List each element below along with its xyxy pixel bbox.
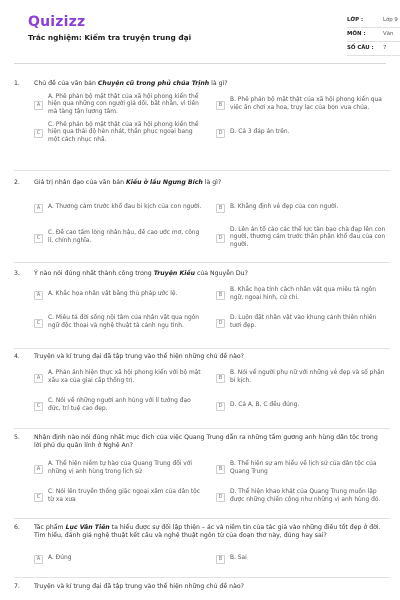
option-letter-box: C bbox=[34, 129, 43, 138]
question-divider bbox=[14, 518, 390, 519]
option-letter-box: D bbox=[216, 493, 225, 502]
option-b[interactable] bbox=[216, 548, 388, 570]
worksheet-header bbox=[14, 0, 398, 64]
question-text-suffix: của Nguyễn Du? bbox=[195, 270, 248, 277]
option-c[interactable] bbox=[34, 227, 202, 249]
question-number: 2. bbox=[14, 179, 20, 186]
meta-row-grade bbox=[347, 14, 400, 28]
option-text: D. Thể hiện khao khát của Quang Trung muốn lập được những chiến công như những vị anh hùng đó. bbox=[230, 489, 381, 503]
option-letter-box: B bbox=[216, 204, 225, 213]
option-letter-box: B bbox=[216, 465, 225, 474]
option-d[interactable] bbox=[216, 227, 388, 249]
option-letter-box: B bbox=[216, 291, 225, 300]
option-text: B. Khẳng định vẻ đẹp của con người. bbox=[230, 204, 339, 211]
option-text: A. Khắc họa nhân vật bằng thủ pháp ước lệ. bbox=[48, 291, 178, 298]
question-text-title: Kiều ở lầu Ngưng Bích bbox=[125, 179, 203, 186]
option-text: B. Thể hiện sự am hiểu về lịch sử của dân tộc của Quang Trung bbox=[230, 461, 377, 475]
meta-row-count bbox=[347, 42, 400, 56]
option-letter-box: A bbox=[34, 291, 43, 300]
question-text-title: Chuyện cũ trong phủ chúa Trịnh bbox=[97, 80, 210, 87]
option-letter-box: D bbox=[216, 402, 225, 411]
option-letter-box: B bbox=[216, 555, 225, 564]
option-b[interactable] bbox=[216, 284, 388, 306]
option-c[interactable] bbox=[34, 486, 202, 508]
option-text: A. Thương cảm trước khổ đau bi kịch của con người. bbox=[48, 204, 202, 211]
option-text: A. Phê phán bộ mặt thật của xã hội phong kiến thể hiện qua những con người giả dối, bất nhân, vì tiền mà tàng tận lương tâm. bbox=[48, 93, 199, 115]
option-c[interactable] bbox=[34, 312, 202, 334]
question-text-title: Truyện Kiều bbox=[153, 270, 195, 277]
option-b[interactable] bbox=[216, 94, 388, 116]
option-text: C. Nói về những người anh hùng với lí tưởng đạo đức, trí tuệ cao đẹp. bbox=[48, 398, 191, 412]
question-number: 1. bbox=[14, 80, 20, 87]
option-a[interactable] bbox=[34, 94, 202, 116]
option-text: A. Phản ánh hiện thực xã hội phong kiến với bộ mặt xấu xa của giai cấp thống trị. bbox=[48, 370, 201, 384]
option-b[interactable] bbox=[216, 197, 388, 219]
question-number: 3. bbox=[14, 270, 20, 277]
option-text: B. Phê phán bộ mặt thật của xã hội phong kiến qua việc ăn chơi xa hoa, trụy lạc của bọn vua chúa. bbox=[230, 97, 382, 111]
quizizz-logo: Quizizz bbox=[28, 14, 86, 30]
question-number: 4. bbox=[14, 353, 20, 360]
option-letter-box: C bbox=[34, 493, 43, 502]
option-text: D. Cả A, B, C đều đúng. bbox=[230, 402, 300, 409]
question-text-prefix: Chủ đề của văn bản bbox=[34, 80, 98, 87]
question-text-suffix: là gì? bbox=[209, 80, 228, 87]
option-d[interactable] bbox=[216, 486, 388, 508]
question-text bbox=[34, 270, 384, 278]
option-letter-box: A bbox=[34, 101, 43, 110]
question-text bbox=[34, 179, 384, 187]
question-text bbox=[34, 80, 384, 88]
option-letter-box: C bbox=[34, 234, 43, 243]
question-divider bbox=[14, 577, 390, 578]
option-letter-box: A bbox=[34, 465, 43, 474]
question-number: 5. bbox=[14, 434, 20, 441]
worksheet-meta bbox=[347, 14, 400, 56]
question-text: Nhận định nào nói đúng nhất mục đích của việc Quang Trung dẫn ra những tấm gương anh hùng dân tộc trong lời phủ dụ quân lính ở Nghệ An? bbox=[34, 434, 378, 450]
question-text-suffix: là gì? bbox=[202, 179, 222, 186]
question-number: 7. bbox=[14, 583, 20, 590]
meta-label: LỚP : bbox=[347, 16, 364, 23]
option-text: A. Đúng bbox=[48, 555, 72, 562]
option-text: D. Cả 3 đáp án trên. bbox=[230, 129, 290, 136]
option-text: C. Đề cao tấm lòng nhân hậu, đề cao ước mơ, công lí, chính nghĩa. bbox=[48, 230, 200, 244]
option-text: C. Phê phán bộ mặt thật của xã hội phong kiến thể hiện qua thái độ hèn nhát, thần phục ngoại bang một cách nhục nhã. bbox=[48, 121, 199, 143]
question-divider bbox=[14, 170, 390, 171]
question-text-suffix: ta hiểu được sự đối lập thiện – ác và niềm tin của tác giả vào những điều tốt đẹp ở đời. Tìm hiểu, đánh giá nghệ thuật kết cấu và nghệ thuật ngôn từ của đoạn thơ này, đúng hay sai? bbox=[34, 524, 381, 540]
option-text: B. Nói về người phụ nữ với những vẻ đẹp và số phận bi kịch. bbox=[230, 370, 385, 384]
option-text: D. Lên án tố cáo các thế lực tàn bạo chà đạp lên con người, thương cảm trước thân phận khổ đau của con người. bbox=[230, 226, 386, 248]
option-d[interactable] bbox=[216, 122, 388, 144]
option-text: A. Thể hiện niềm tự hào của Quang Trung đối với những vị anh hùng trong lịch sử bbox=[48, 461, 193, 475]
meta-label: MÔN : bbox=[347, 30, 366, 37]
meta-value: 7 bbox=[383, 44, 387, 51]
option-b[interactable] bbox=[216, 367, 388, 389]
option-letter-box: A bbox=[34, 204, 43, 213]
question-divider bbox=[14, 428, 390, 429]
meta-row-subject bbox=[347, 28, 400, 42]
option-letter-box: D bbox=[216, 319, 225, 328]
option-letter-box: B bbox=[216, 101, 225, 110]
option-letter-box: D bbox=[216, 234, 225, 243]
question-divider bbox=[14, 262, 390, 263]
option-letter-box: C bbox=[34, 319, 43, 328]
question-text bbox=[34, 524, 384, 541]
option-d[interactable] bbox=[216, 395, 388, 417]
option-letter-box: D bbox=[216, 129, 225, 138]
worksheet-title: Trắc nghiệm: Kiểm tra truyện trung đại bbox=[28, 33, 192, 42]
option-text: C. Miêu tả đời sống nội tâm của nhân vật qua ngôn ngữ độc thoại và nghệ thuật tả cảnh ngụ tình. bbox=[48, 315, 200, 329]
meta-value: Văn bbox=[383, 30, 394, 37]
option-text: C. Nói lên truyền thống giặc ngoại xâm của dân tộc từ xa xưa bbox=[48, 489, 200, 503]
question-text-prefix: Giá trị nhân đạo của văn bản bbox=[34, 179, 126, 186]
option-letter-box: C bbox=[34, 402, 43, 411]
option-a[interactable] bbox=[34, 458, 202, 480]
question-text-prefix: Ý nào nói đúng nhất thành công trong bbox=[34, 270, 154, 277]
question-text: Truyện và kí trung đại đã tập trung vào thể hiện những chủ đề nào? bbox=[34, 583, 244, 590]
question-text-title: Lục Vân Tiên bbox=[65, 524, 110, 531]
option-letter-box: A bbox=[34, 555, 43, 564]
meta-label: SỐ CÂU : bbox=[347, 44, 374, 51]
option-letter-box: A bbox=[34, 374, 43, 383]
option-d[interactable] bbox=[216, 312, 388, 334]
meta-value: Lớp 9 bbox=[383, 16, 398, 23]
option-a[interactable] bbox=[34, 284, 202, 306]
option-a[interactable] bbox=[34, 548, 202, 570]
question-divider bbox=[14, 348, 390, 349]
question-text: Truyện và kí trung đại đã tập trung vào thể hiện những chủ đề nào? bbox=[34, 353, 244, 360]
question-text-prefix: Tác phẩm bbox=[34, 524, 66, 531]
option-a[interactable] bbox=[34, 197, 202, 219]
option-letter-box: B bbox=[216, 374, 225, 383]
option-text: B. Sai bbox=[230, 555, 247, 562]
option-a[interactable] bbox=[34, 367, 202, 389]
question-number: 6. bbox=[14, 524, 20, 531]
option-c[interactable] bbox=[34, 395, 202, 417]
option-text: D. Luôn đặt nhân vật vào khung cảnh thiên nhiên tươi đẹp. bbox=[230, 315, 377, 329]
option-b[interactable] bbox=[216, 458, 388, 480]
option-text: B. Khắc họa tính cách nhân vật qua miêu tả ngôn ngữ, ngoại hình, cử chỉ. bbox=[230, 287, 377, 301]
option-c[interactable] bbox=[34, 122, 202, 144]
